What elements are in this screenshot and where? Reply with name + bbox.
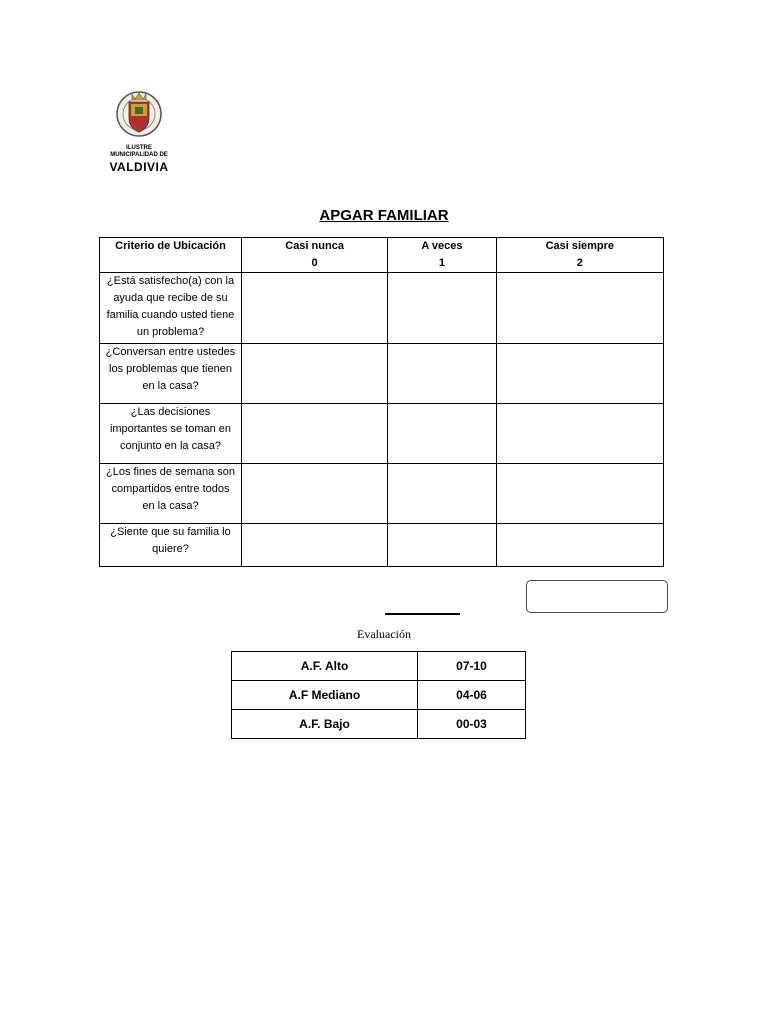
total-score-box[interactable] <box>526 580 668 613</box>
header-label: A veces <box>421 240 463 252</box>
municipality-logo <box>104 88 174 176</box>
table-row <box>232 681 526 710</box>
answer-cell-casi-siempre[interactable] <box>496 273 663 344</box>
header-score: 1 <box>438 257 445 269</box>
evaluation-range: 00-03 <box>418 710 526 739</box>
table-row <box>100 524 664 567</box>
answer-cell-a-veces[interactable] <box>388 273 496 344</box>
evaluation-level: A.F. Alto <box>232 652 418 681</box>
answer-cell-a-veces[interactable] <box>388 464 496 524</box>
table-row <box>100 464 664 524</box>
logo-text-ilustre: ILUSTRE <box>126 145 152 151</box>
answer-cell-casi-nunca[interactable] <box>242 273 388 344</box>
table-row <box>100 404 664 464</box>
evaluation-level: A.F. Bajo <box>232 710 418 739</box>
evaluation-label: Evaluación <box>357 627 411 641</box>
header-label: Casi siempre <box>545 240 615 252</box>
evaluation-table <box>231 651 526 739</box>
evaluation-range: 07-10 <box>418 652 526 681</box>
answer-cell-casi-nunca[interactable] <box>242 344 388 404</box>
answer-cell-casi-nunca[interactable] <box>242 464 388 524</box>
header-label: Casi nunca <box>285 240 344 252</box>
header-score: 2 <box>576 257 583 269</box>
question-cell: ¿Está satisfecho(a) con la ayuda que recibe de su familia cuando usted tiene un problema? <box>100 273 242 344</box>
table-header-row <box>100 238 664 273</box>
header-casi-nunca <box>242 238 388 273</box>
answer-cell-casi-siempre[interactable] <box>496 404 663 464</box>
apgar-table <box>99 237 664 567</box>
question-cell: ¿Las decisiones importantes se toman en conjunto en la casa? <box>100 404 242 464</box>
answer-cell-casi-nunca[interactable] <box>242 404 388 464</box>
coat-of-arms-icon <box>115 88 163 144</box>
logo-text-municipalidad: MUNICIPALIDAD DE <box>110 152 168 158</box>
answer-cell-casi-nunca[interactable] <box>242 524 388 567</box>
logo-text-valdivia: VALDIVIA <box>109 160 169 174</box>
header-casi-siempre <box>496 238 663 273</box>
table-row <box>232 710 526 739</box>
answer-cell-casi-siempre[interactable] <box>496 344 663 404</box>
answer-cell-casi-siempre[interactable] <box>496 464 663 524</box>
question-cell: ¿Los fines de semana son compartidos entre todos en la casa? <box>100 464 242 524</box>
header-score: 0 <box>311 257 318 269</box>
table-row <box>100 273 664 344</box>
page-title: APGAR FAMILIAR <box>319 207 449 224</box>
evaluation-level: A.F Mediano <box>232 681 418 710</box>
header-criterio <box>100 238 242 273</box>
header-a-veces <box>388 238 496 273</box>
evaluation-range: 04-06 <box>418 681 526 710</box>
question-cell: ¿Conversan entre ustedes los problemas que tienen en la casa? <box>100 344 242 404</box>
table-row <box>100 344 664 404</box>
answer-cell-casi-siempre[interactable] <box>496 524 663 567</box>
table-row <box>232 652 526 681</box>
answer-cell-a-veces[interactable] <box>388 404 496 464</box>
answer-cell-a-veces[interactable] <box>388 344 496 404</box>
header-label: Criterio de Ubicación <box>115 240 226 252</box>
answer-cell-a-veces[interactable] <box>388 524 496 567</box>
underline-divider <box>385 613 460 615</box>
question-cell: ¿Siente que su familia lo quiere? <box>100 524 242 567</box>
